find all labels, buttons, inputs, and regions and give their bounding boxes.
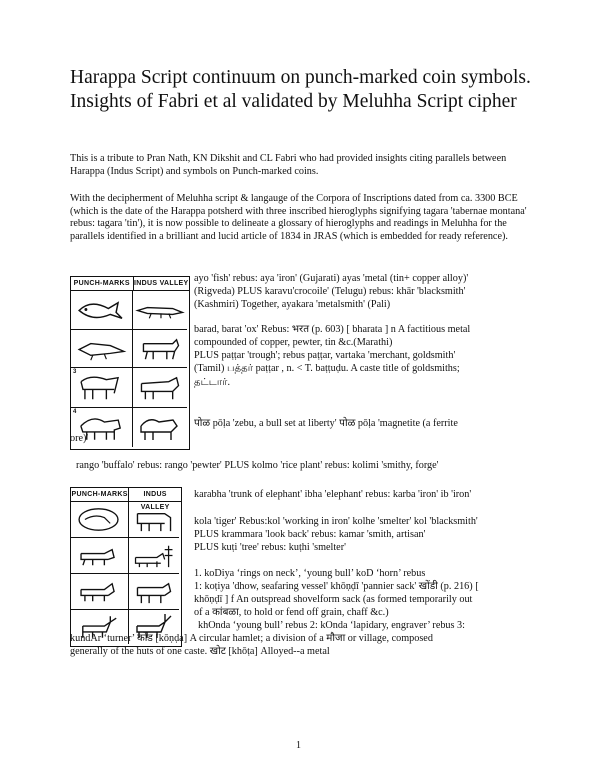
s6-line-2: 1: koṭiya 'dhow, seafaring vessel' khōṇḍī 'pannier sack' खोंडी (p. 216) [ bbox=[194, 581, 479, 592]
s6-line-3: khōṇḍī ] f An outspread shovelform sack (as formed temporarily out bbox=[194, 594, 473, 605]
s4-line-1: karabha 'trunk of elephant' ibha 'elephant' rebus: karba 'iron' ib 'iron' bbox=[194, 489, 472, 500]
cell-punch-tiger bbox=[71, 538, 129, 574]
s3-line-2: ore)' bbox=[70, 433, 89, 444]
s5-line-2: PLUS krammara 'look back' rebus: kamar 'smith, artisan' bbox=[194, 529, 426, 540]
s2-line-4: (Tamil) பத்தர் paṭṭar , n. < T. baṭṭuḍu. A caste title of goldsmiths; bbox=[194, 363, 460, 374]
cell-indus-bull bbox=[133, 368, 187, 408]
tiger-symbol-icon bbox=[71, 538, 128, 573]
header-punch-marks: PUNCH-MARKS bbox=[71, 488, 129, 501]
row-number: 4 bbox=[73, 409, 77, 415]
cell-indus-ox bbox=[133, 330, 187, 368]
s1-line-2: (Rigveda) PLUS karavu'crocoile' (Telugu) rebus: khār 'blacksmith' bbox=[194, 286, 466, 297]
zebu-seal-icon bbox=[133, 408, 187, 447]
intro-paragraph: This is a tribute to Pran Nath, KN Dikshit and CL Fabri who had provided insights citing parallels between Harappa (Indus Script) and symbols on Punch-marked coins. bbox=[70, 153, 507, 177]
s5-line-3: PLUS kuṭi 'tree' rebus: kuṭhi 'smelter' bbox=[194, 542, 346, 553]
crocodile-symbol-icon bbox=[71, 330, 132, 367]
cell-indus-crocodile bbox=[133, 291, 187, 330]
s3-line-1: पोळ pōḷa 'zebu, a bull set at liberty' पोळ pōḷa 'magnetite (a ferrite bbox=[194, 418, 458, 429]
tiger-tree-seal-icon bbox=[129, 538, 179, 573]
table-header bbox=[71, 277, 189, 291]
cell-punch-tiger-2 bbox=[71, 574, 129, 610]
rango-line: rango 'buffalo' rebus: rango 'pewter' PLUS kolmo 'rice plant' rebus: kolimi 'smithy, forge' bbox=[76, 460, 439, 471]
body-paragraph: With the decipherment of Meluhha script & langauge of the Corpora of Inscriptions dated from ca. 3300 BCE (which is the date of the Harappa potsherd with three inscribed hieroglyphs signifying tagara 'tabernae montana' rebus: tagara 'tin'), it is now possible to delineate a glossary of hieroglyphs and readings in Meluhha for the parallels identified in a brilliant and lucid article of 1834 in JRAS (which is embedded for ready reference). bbox=[70, 193, 527, 242]
ox-seal-icon bbox=[133, 330, 187, 367]
header-indus-valley: INDUS VALLEY bbox=[140, 491, 170, 511]
cell-indus-bull-2 bbox=[129, 574, 179, 610]
bull-2-seal-icon bbox=[129, 574, 179, 609]
s6-line-7: generally of the huts of one caste. खोट [khōṭa] Alloyed--a metal bbox=[70, 646, 330, 657]
row-number: 3 bbox=[73, 369, 77, 375]
elephant-symbol-icon bbox=[71, 502, 128, 537]
cell-indus-tiger-tree bbox=[129, 538, 179, 574]
table-header bbox=[71, 488, 181, 511]
header-indus-valley: INDUS VALLEY bbox=[134, 280, 189, 287]
s2-line-2: compounded of copper, pewter, tin &c.(Marathi) bbox=[194, 337, 393, 348]
comparison-table-2 bbox=[70, 487, 182, 647]
document-title: Harappa Script continuum on punch-marked coin symbols. Insights of Fabri et al validated by Meluhha Script cipher bbox=[70, 67, 531, 112]
fish-symbol-icon bbox=[71, 291, 132, 329]
bull-seal-icon bbox=[133, 368, 187, 407]
cell-indus-zebu bbox=[133, 408, 187, 447]
cell-punch-crocodile bbox=[71, 330, 133, 368]
s6-line-6: kundAr ‘turner’ कोंड [kōṇḍa] A circular hamlet; a division of a मौजा or village, composed bbox=[70, 633, 433, 644]
ox-symbol-icon bbox=[71, 368, 132, 407]
page-number: 1 bbox=[296, 740, 301, 751]
s1-line-3: (Kashmiri) Together, ayakara 'metalsmith' (Pali) bbox=[194, 299, 391, 310]
tiger-2-symbol-icon bbox=[71, 574, 128, 609]
elephant-seal-icon bbox=[129, 502, 179, 537]
cell-punch-fish bbox=[71, 291, 133, 330]
s6-line-5: khOnda ‘young bull’ rebus 2: kOnda ‘lapidary, engraver’ rebus 3: bbox=[198, 620, 465, 631]
cell-indus-elephant bbox=[129, 502, 179, 538]
s6-line-4: of a कांबळा, to hold or fend off grain, chaff &c.) bbox=[194, 607, 389, 618]
comparison-table-1 bbox=[70, 276, 190, 450]
s6-line-1: 1. koDiya ‘rings on neck’, ‘young bull’ koD ‘horn’ rebus bbox=[194, 568, 426, 579]
cell-punch-ox bbox=[71, 368, 133, 408]
header-punch-marks: PUNCH-MARKS bbox=[71, 277, 134, 290]
s2-line-3: PLUS paṭṭar 'trough'; rebus paṭṭar, vartaka 'merchant, goldsmith' bbox=[194, 350, 456, 361]
cell-punch-elephant bbox=[71, 502, 129, 538]
s1-line-1: ayo 'fish' rebus: aya 'iron' (Gujarati) ayas 'metal (tin+ copper alloy)' bbox=[194, 273, 469, 284]
s2-line-1: barad, barat 'ox' Rebus: भरत (p. 603) [ bharata ] n A factitious metal bbox=[194, 324, 471, 335]
crocodile-seal-icon bbox=[133, 291, 187, 329]
s5-line-1: kola 'tiger' Rebus:kol 'working in iron' kolhe 'smelter' kol 'blacksmith' bbox=[194, 516, 478, 527]
s2-line-5: தட்டார். bbox=[194, 377, 231, 388]
